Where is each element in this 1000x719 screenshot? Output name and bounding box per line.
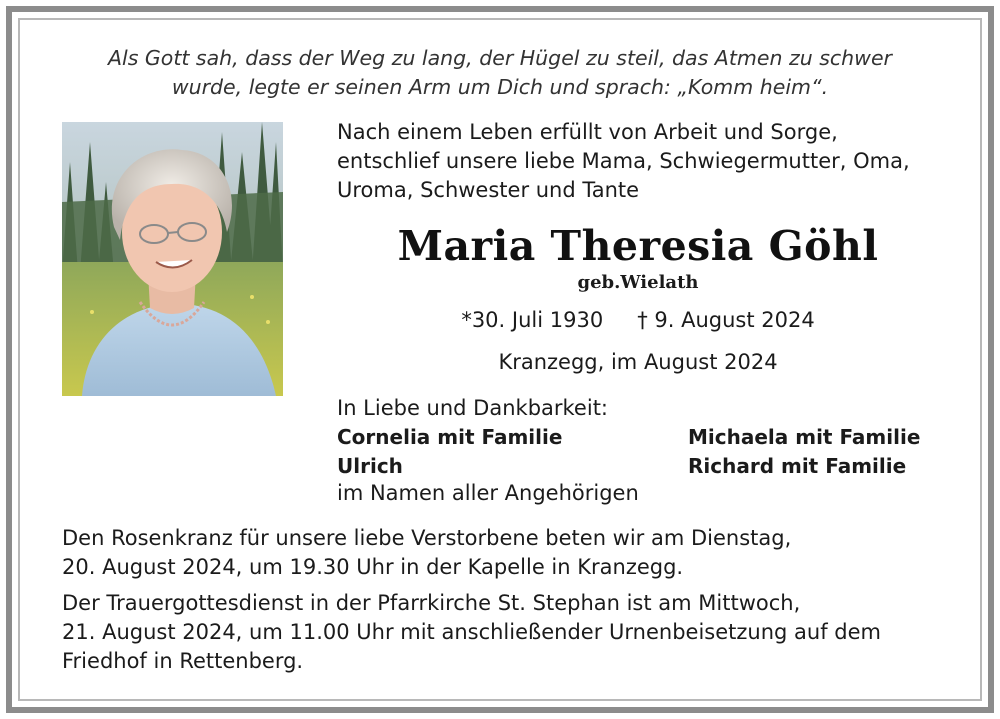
- rosary-line-1: Den Rosenkranz für unsere liebe Verstorbene beten wir am Dienstag,: [62, 526, 792, 550]
- mourner-name: Cornelia mit Familie: [337, 425, 563, 449]
- funeral-line-3: Friedhof in Rettenberg.: [62, 649, 304, 673]
- mourner-name: Ulrich: [337, 454, 403, 478]
- rosary-line-2: 20. August 2024, um 19.30 Uhr in der Kapelle in Kranzegg.: [62, 555, 684, 579]
- motto-line-1: Als Gott sah, dass der Weg zu lang, der Hügel zu steil, das Atmen zu schwer: [108, 46, 892, 70]
- funeral-line-1: Der Trauergottesdienst in der Pfarrkirche St. Stephan ist am Mittwoch,: [62, 591, 801, 615]
- maiden-name: geb.Wielath: [577, 272, 699, 293]
- funeral-line-2: 21. August 2024, um 11.00 Uhr mit anschließender Urnenbeisetzung auf dem: [62, 620, 881, 644]
- intro-line-3: Uroma, Schwester und Tante: [337, 178, 640, 202]
- portrait-photo: [62, 122, 283, 396]
- death-date: † 9. August 2024: [637, 308, 815, 332]
- intro-line-1: Nach einem Leben erfüllt von Arbeit und Sorge,: [337, 120, 838, 144]
- deceased-name: Maria Theresia Göhl: [397, 222, 879, 270]
- mourner-name: Richard mit Familie: [688, 454, 907, 478]
- mourners-closing: im Namen aller Angehörigen: [337, 481, 639, 505]
- birth-date: *30. Juli 1930: [461, 308, 604, 332]
- motto-line-2: wurde, legte er seinen Arm um Dich und sprach: „Komm heim“.: [171, 75, 829, 99]
- mourner-name: Michaela mit Familie: [688, 425, 921, 449]
- rosary-paragraph: [62, 524, 962, 582]
- intro-line-2: entschlief unsere liebe Mama, Schwiegermutter, Oma,: [337, 149, 910, 173]
- life-dates: [320, 308, 956, 332]
- funeral-paragraph: [62, 589, 962, 676]
- place-date: Kranzegg, im August 2024: [498, 350, 778, 374]
- mourners-intro: In Liebe und Dankbarkeit:: [337, 396, 609, 420]
- intro-text: [337, 118, 957, 205]
- motto-quote: [40, 44, 960, 102]
